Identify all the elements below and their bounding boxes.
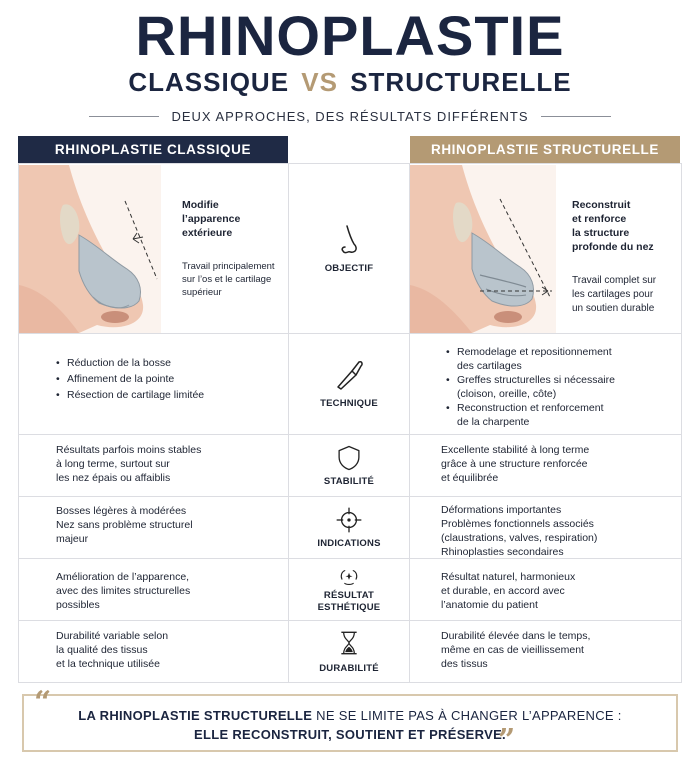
objectif-structurelle-title-line: profonde du nez [572,241,654,253]
objectif-structurelle-title-line: Reconstruit [572,199,631,211]
text-line: possibles [56,599,100,611]
objectif-structurelle-title-line: et renforce [572,213,627,225]
resultat-label-cell [288,559,410,620]
text-line: (claustrations, valves, respiration) [441,532,598,544]
text-line: Durabilité variable selon [56,630,169,642]
nose-illustration-structurelle [410,165,556,333]
text-line: à long terme, surtout sur [56,458,170,470]
quote-line-1-rest: NE SE LIMITE PAS À CHANGER L’APPARENCE : [312,708,622,723]
technique-classique-cell [18,334,288,434]
indications-structurelle-text [441,503,597,559]
subtitle-vs: VS [301,67,338,97]
durabilite-structurelle-text [441,629,590,671]
list-item: • Réduction de la bosse [56,356,204,370]
text-line: Problèmes fonctionnels associés [441,518,594,530]
tagline-divider-left [89,116,159,117]
objectif-classique-text-line: Travail principalement [182,261,275,272]
stabilite-label: STABILITÉ [323,475,375,487]
durabilite-label-cell [288,621,410,682]
indications-structurelle-cell [410,497,682,558]
text-line: et équilibrée [441,472,499,484]
row-resultat [18,558,682,620]
stabilite-structurelle-cell [410,435,682,496]
durabilite-classique-text [56,629,168,671]
stabilite-classique-text [56,443,201,485]
objectif-structurelle-title [572,198,654,254]
subtitle-left: CLASSIQUE [128,67,290,97]
text-line: grâce à une structure renforcée [441,458,588,470]
comparison-table [18,136,682,682]
durabilite-classique-cell [18,621,288,682]
quote-open-mark: “ [34,685,52,720]
resultat-structurelle-cell [410,559,682,620]
quote-line-1 [0,708,700,723]
text-line: Amélioration de l’apparence, [56,571,190,583]
scalpel-icon [332,358,366,392]
list-item [446,373,615,401]
objectif-structurelle-text-line: les cartilages pour [572,289,654,300]
text-line: Rhinoplasties secondaires [441,546,564,558]
tagline-divider-right [541,116,611,117]
resultat-structurelle-text [441,570,575,612]
page-title: RHINOPLASTIE [135,4,565,67]
list-item [446,401,615,429]
objectif-classique-title-line: l’apparence [182,213,241,225]
shield-icon [335,444,363,472]
objectif-classique-title [182,198,240,240]
resultat-classique-cell [18,559,288,620]
objectif-structurelle-title-line: la structure [572,227,630,239]
technique-structurelle-list [446,345,615,429]
durabilite-label: DURABILITÉ [319,662,379,674]
indications-label-cell [288,497,410,558]
text-line: Durabilité élevée dans le temps, [441,630,591,642]
text-line: Bosses légères à modérées [56,505,187,517]
tagline-row [0,106,700,126]
list-item-line: • Reconstruction et renforcement [457,402,604,414]
resultat-label-line: RÉSULTAT [323,589,375,601]
objectif-structurelle-cell [410,164,682,333]
row-stabilite [18,434,682,496]
stabilite-structurelle-text [441,443,589,485]
indications-classique-text [56,504,193,546]
objectif-structurelle-text-line: Travail complet sur [572,275,657,286]
text-line: l’anatomie du patient [441,599,538,611]
quote-line-1-strong: LA RHINOPLASTIE STRUCTURELLE [78,708,313,723]
objectif-classique-text-line: sur l’os et le cartilage [182,274,272,285]
resultat-label [318,590,381,614]
technique-classique-list [56,356,204,402]
text-line: majeur [56,533,89,545]
list-item-line: • Greffes structurelles si nécessaire [457,374,615,386]
row-durabilite [18,620,682,682]
quote-line-2: ELLE RECONSTRUIT, SOUTIENT ET PRÉSERVE. [194,727,506,742]
page-subtitle [0,66,700,98]
objectif-structurelle-text-line: un soutien durable [572,303,655,314]
indications-classique-cell [18,497,288,558]
text-line: et durable, en accord avec [441,585,565,597]
objectif-label-cell [288,164,410,333]
tagline: DEUX APPROCHES, DES RÉSULTATS DIFFÉRENTS [171,108,529,124]
text-line: avec des limites structurelles [56,585,191,597]
list-item-line: (cloison, oreille, côte) [457,388,557,400]
objectif-label: OBJECTIF [324,262,374,274]
text-line: et la technique utilisée [56,658,160,670]
list-item-line: des cartilages [457,360,522,372]
quote-box [22,694,678,752]
hourglass-icon [336,629,362,657]
stabilite-label-cell [288,435,410,496]
nose-illustration-classique [19,165,161,333]
objectif-classique-title-line: Modifie [182,199,219,211]
resultat-label-line: ESTHÉTIQUE [317,601,381,613]
text-line: la qualité des tissus [56,644,148,656]
list-item-line: de la charpente [457,416,530,428]
technique-label: TECHNIQUE [320,398,378,409]
text-line: Excellente stabilité à long terme [441,444,590,456]
quote-close-mark: ” [498,723,516,758]
stabilite-classique-cell [18,435,288,496]
technique-label-cell [288,334,410,434]
row-technique [18,333,682,434]
target-icon [335,506,363,534]
objectif-structurelle-text [572,274,656,316]
subtitle-right: STRUCTURELLE [350,67,572,97]
row-objectif [18,163,682,333]
objectif-classique-text-line: supérieur [182,287,222,298]
list-item: • Affinement de la pointe [56,372,204,386]
text-line: Résultats parfois moins stables [56,444,202,456]
text-line: Résultat naturel, harmonieux [441,571,576,583]
column-header-structurelle: RHINOPLASTIE STRUCTURELLE [410,136,680,163]
list-item: • Résection de cartilage limitée [56,388,204,402]
list-item-line: • Remodelage et repositionnement [457,346,612,358]
text-line: Nez sans problème structurel [56,519,193,531]
objectif-classique-cell [18,164,288,333]
resultat-classique-text [56,570,190,612]
list-item [446,345,615,373]
text-line: Déformations importantes [441,504,562,516]
objectif-classique-text [182,260,275,299]
table-bottom-border [18,682,682,683]
column-header-classique: RHINOPLASTIE CLASSIQUE [18,136,288,163]
indications-label: INDICATIONS [317,537,381,549]
objectif-classique-title-line: extérieure [182,227,233,239]
text-line: les nez épais ou affaiblis [56,472,171,484]
nose-icon [332,223,366,257]
technique-structurelle-cell [410,334,682,434]
text-line: des tissus [441,658,488,670]
row-indications [18,496,682,558]
text-line: même en cas de vieillissement [441,644,584,656]
durabilite-structurelle-cell [410,621,682,682]
sparkle-icon [337,566,361,588]
